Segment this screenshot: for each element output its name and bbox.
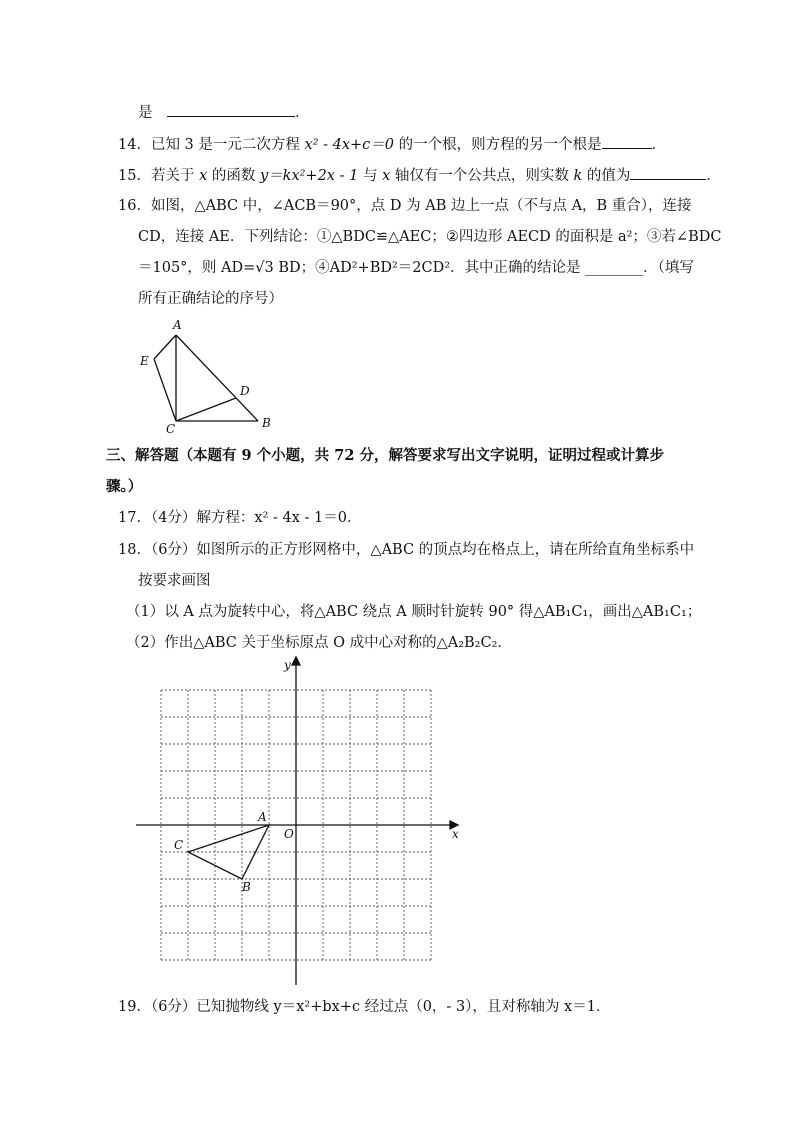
section-3-heading-cont: 骤。） xyxy=(106,478,143,495)
y-axis-arrow-icon xyxy=(292,657,300,665)
question-16-line3: ＝105°，则 AD=√3 BD；④AD²+BD²＝2CD²．其中正确的结论是 ________．（填写 xyxy=(138,260,694,276)
label-x: x xyxy=(452,827,459,841)
question-14: 14．已知 3 是一元二次方程 x² - 4x+c＝0 的一个根，则方程的另一个根是 ． xyxy=(118,134,666,155)
label-E: E xyxy=(140,354,149,368)
q13-tail: 是 ． xyxy=(138,102,310,123)
question-18-sub1: （1）以 A 点为旋转中心，将△ABC 绕点 A 顺时针旋转 90° 得△AB₁C₁，画出△AB₁C₁； xyxy=(126,604,702,620)
triangle-ABC xyxy=(188,825,269,879)
answer-blank xyxy=(167,102,295,117)
label-A: A xyxy=(258,810,267,824)
section-3-heading: 三、解答题（本题有 9 个小题，共 72 分，解答要求写出文字说明，证明过程或计算步 xyxy=(106,447,664,464)
segment-AE xyxy=(154,335,176,359)
segment-CD xyxy=(176,398,236,421)
question-16-line1: 16．如图，△ABC 中，∠ACB＝90°，点 D 为 AB 边上一点（不与点 A，B 重合），连接 xyxy=(118,198,692,214)
question-16-line2: CD，连接 AE．下列结论：①△BDC≌△AEC；②四边形 AECD 的面积是 a²；③若∠BDC xyxy=(138,229,722,245)
label-D: D xyxy=(240,384,250,398)
segment-AB xyxy=(176,335,258,421)
label-y: y xyxy=(284,658,291,672)
label-A: A xyxy=(173,318,182,332)
label-B: B xyxy=(242,880,251,894)
answer-blank xyxy=(602,134,652,149)
question-19: 19．（6分）已知抛物线 y＝x²+bx+c 经过点（0，- 3），且对称轴为 x＝1． xyxy=(118,999,611,1015)
label-O: O xyxy=(284,827,294,841)
coordinate-grid xyxy=(130,655,470,995)
label-C: C xyxy=(166,422,176,435)
question-18-line1: 18．（6分）如图所示的正方形网格中，△ABC 的顶点均在格点上，请在所给直角坐标系中 xyxy=(118,542,695,558)
question-18-line2: 按要求画图 xyxy=(138,573,211,589)
answer-blank xyxy=(630,165,706,180)
question-17: 17．（4分）解方程：x² - 4x - 1＝0． xyxy=(118,510,362,526)
label-C: C xyxy=(174,838,184,852)
question-16-line4: 所有正确结论的序号） xyxy=(138,291,283,307)
triangle-figure xyxy=(130,315,280,435)
question-18-sub2: （2）作出△ABC 关于坐标原点 O 成中心对称的△A₂B₂C₂． xyxy=(126,635,512,651)
label-B: B xyxy=(262,416,271,430)
question-15: 15．若关于 x 的函数 y＝kx²+2x - 1 与 x 轴仅有一个公共点，则实数 k 的值为 ． xyxy=(118,165,721,186)
segment-EC xyxy=(154,359,176,421)
